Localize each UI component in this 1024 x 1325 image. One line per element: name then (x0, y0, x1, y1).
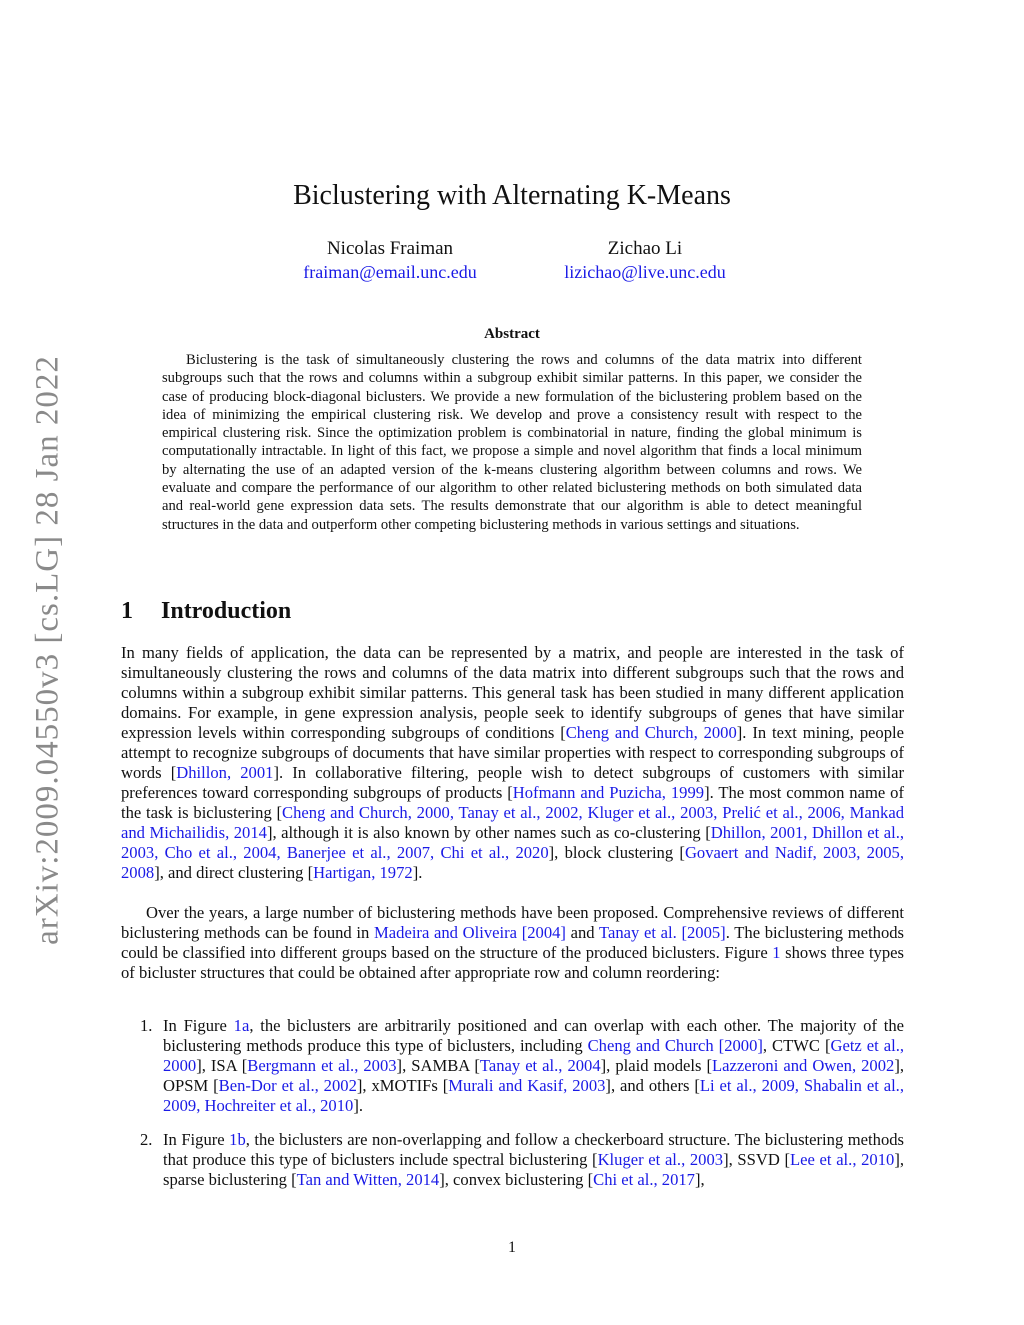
abstract-heading: Abstract (484, 326, 540, 342)
text-run: ]. (412, 863, 423, 882)
text-run: ]. (353, 1096, 363, 1115)
text-run: ], SAMBA [ (396, 1056, 480, 1075)
text-run: ], ISA [ (196, 1056, 248, 1075)
text-run: In many fields of application, the data can be represented by a matrix, and people are interested in the task of simultaneously clustering the rows and columns of the data matrix into different subgroups such that the rows and columns within a subgroup exhibit similar patterns. This general task has been studied in many different application domains. For example, in gene expression analysis, people seek to identify subgroups of genes that have similar expression levels within corresponding subgroups of conditions [ (121, 643, 904, 742)
text-run: ], (694, 1170, 705, 1189)
citation-link[interactable]: Tanay et al., 2004 (479, 1056, 601, 1075)
text-run: ]. In text mining, people attempt to recognize subgroups of documents that have similar properties with respect to corresponding subgroups of words [ (121, 723, 904, 782)
figure-ref-link[interactable]: 1a (233, 1016, 250, 1035)
text-run: ], convex biclustering [ (439, 1170, 594, 1189)
section-title: Introduction (161, 598, 292, 624)
citation-link[interactable]: Madeira and Oliveira [2004] (374, 923, 566, 942)
text-run: ], and others [ (605, 1076, 700, 1095)
citation-link[interactable]: Dhillon, 2001 (176, 763, 274, 782)
intro-paragraph-1 (121, 643, 904, 883)
text-run: ], although it is also known by other names such as co-clustering [ (266, 823, 711, 842)
citation-link[interactable]: Cheng and Church, 2000 (565, 723, 737, 742)
author-email-2[interactable]: lizichao@live.unc.edu (564, 262, 726, 282)
author-name-1: Nicolas Fraiman (326, 238, 454, 259)
citation-link[interactable]: Hofmann and Puzicha, 1999 (512, 783, 705, 802)
section-number: 1 (121, 598, 133, 624)
text-run: ], block clustering [ (548, 843, 685, 862)
author-name-2: Zichao Li (607, 238, 683, 259)
text-run: . The biclustering methods could be classified into different groups based on the structure of the produced biclusters. Figure (121, 923, 905, 962)
citation-link[interactable]: Murali and Kasif, 2003 (448, 1076, 606, 1095)
abstract-body (162, 351, 862, 534)
citation-link[interactable]: Hartigan, 1972 (313, 863, 413, 882)
citation-link[interactable]: Getz et al., 2000 (163, 1036, 904, 1075)
text-run: ], plaid models [ (600, 1056, 713, 1075)
citation-link[interactable]: Chi et al., 2017 (593, 1170, 695, 1189)
citation-link[interactable]: Dhillon, 2001, Dhillon et al., 2003, Cho et al., 2004, Banerjee et al., 2007, Chi et al., 2020 (121, 823, 904, 862)
abstract-text: Biclustering is the task of simultaneously clustering the rows and columns of the data matrix into different subgroups such that the rows and columns within a subgroup exhibit similar patterns. In this paper, we consider the case of producing block-diagonal biclusters. We provide a new formulation of the biclustering problem based on the idea of minimizing the empirical clustering risk. We develop and prove a consistency result with respect to the empirical clustering risk. Since the optimization problem is combinatorial in nature, finding the global minimum is computationally intractable. In light of this fact, we propose a simple and novel algorithm that finds a local minimum by alternating the use of an adapted version of the k-means clustering algorithm between columns and rows. We evaluate and compare the performance of our algorithm to other related biclustering methods on both simulated data and real-world gene expression data sets. The results demonstrate that our algorithm is able to detect meaningful structures in the data and outperform other competing biclustering methods in various settings and situations. (162, 352, 862, 533)
text-run: , the biclusters are non-overlapping and follow a checkerboard structure. The biclustering methods that produce this type of biclusters include spectral biclustering [ (163, 1130, 904, 1169)
text-run: shows three types of bicluster structures that could be obtained after appropriate row and column reordering: (121, 943, 904, 982)
text-run: ], OPSM [ (163, 1056, 904, 1095)
citation-link[interactable]: Cheng and Church [2000] (587, 1036, 763, 1055)
text-run: ], and direct clustering [ (154, 863, 314, 882)
intro-paragraph-2 (121, 903, 904, 983)
section-heading (121, 598, 291, 625)
text-run: ], sparse biclustering [ (163, 1150, 905, 1189)
citation-link[interactable]: Lee et al., 2010 (790, 1150, 895, 1169)
text-run: ], xMOTIFs [ (356, 1076, 449, 1095)
citation-link[interactable]: Cheng and Church, 2000, Tanay et al., 2002, Kluger et al., 2003, Prelić et al., 2006, Mankad and Michailidis, 2014 (121, 803, 904, 842)
text-run: and (565, 923, 599, 942)
text-run: , the biclusters are arbitrarily positioned and can overlap with each other. The majority of the biclustering methods produce this type of biclusters, including (163, 1016, 904, 1055)
list-item-1 (121, 1016, 904, 1116)
text-run: In Figure (163, 1130, 230, 1149)
list-marker: 1. (140, 1016, 153, 1035)
list-marker: 2. (140, 1130, 153, 1149)
citation-link[interactable]: Bergmann et al., 2003 (247, 1056, 397, 1075)
text-run: , CTWC [ (762, 1036, 831, 1055)
citation-link[interactable]: Tan and Witten, 2014 (296, 1170, 440, 1189)
citation-link[interactable]: Govaert and Nadif, 2003, 2005, 2008 (121, 843, 904, 882)
text-run: In Figure (163, 1016, 234, 1035)
figure-ref-link[interactable]: 1 (772, 943, 781, 962)
page-number: 1 (508, 1239, 516, 1256)
paper-title: Biclustering with Alternating K-Means (293, 180, 731, 211)
author-email-1[interactable]: fraiman@email.unc.edu (303, 262, 477, 282)
arxiv-stamp-text: arXiv:2009.04550v3 [cs.LG] 28 Jan 2022 (29, 355, 66, 945)
citation-link[interactable]: Lazzeroni and Owen, 2002 (712, 1056, 895, 1075)
citation-link[interactable]: Tanay et al. [2005] (599, 923, 726, 942)
text-run: ]. The most common name of the task is biclustering [ (121, 783, 904, 822)
figure-ref-link[interactable]: 1b (229, 1130, 246, 1149)
citation-link[interactable]: Li et al., 2009, Shabalin et al., 2009, Hochreiter et al., 2010 (163, 1076, 904, 1115)
text-run: Over the years, a large number of biclustering methods have been proposed. Comprehensive reviews of different biclustering methods can be found in (121, 903, 904, 942)
text-run: ], SSVD [ (723, 1150, 791, 1169)
text-run: ]. In collaborative filtering, people wish to detect subgroups of customers with similar preferences toward corresponding subgroups of products [ (121, 763, 904, 802)
citation-link[interactable]: Kluger et al., 2003 (597, 1150, 724, 1169)
citation-link[interactable]: Ben-Dor et al., 2002 (218, 1076, 357, 1095)
list-item-2 (121, 1130, 904, 1190)
